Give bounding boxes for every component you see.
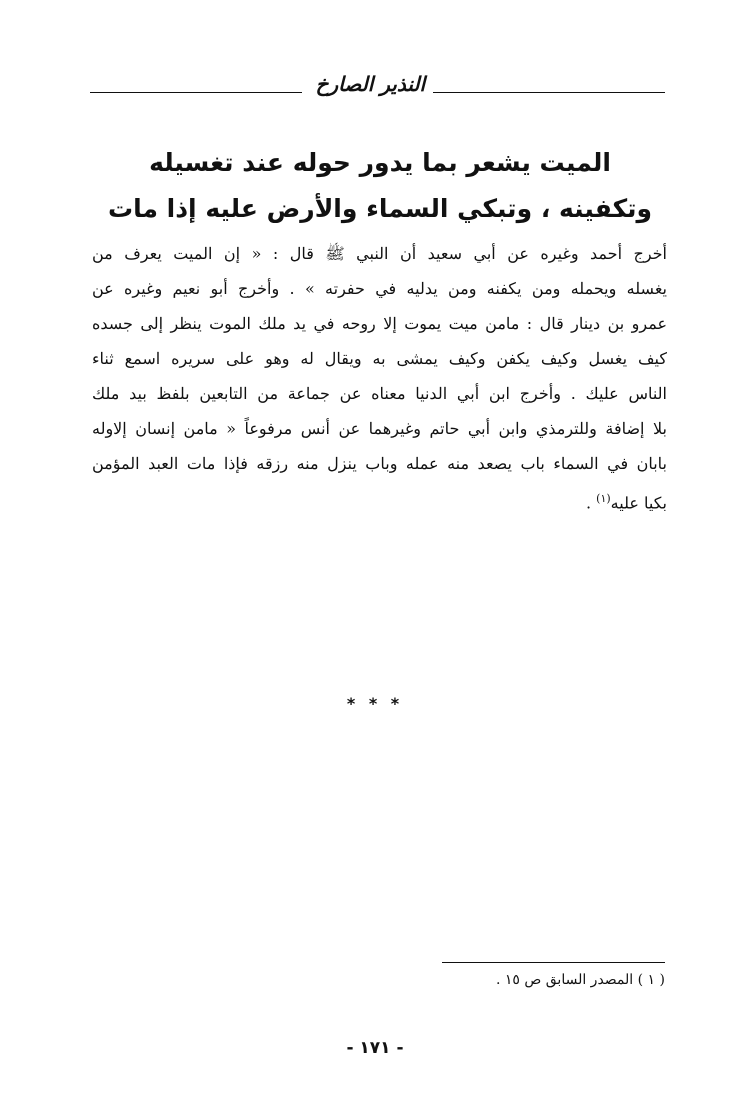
running-header-title: النذير الصارخ bbox=[315, 72, 425, 96]
body-line: أخرج أحمد وغيره عن أبي سعيد أن النبي ﷺ قال : « إن الميت يعرف من bbox=[92, 244, 667, 263]
body-line: كيف يغسل وكيف يكفن وكيف يمشى به ويقال له وهو على سريره اسمع ثناء bbox=[92, 349, 667, 368]
body-line: الناس عليك . وأخرج ابن أبي الدنيا معناه عن جماعة من التابعين بلفظ بيد ملك bbox=[92, 384, 667, 403]
body-line-last bbox=[92, 481, 667, 520]
body-line: بابان في السماء باب يصعد منه عمله وباب ينزل منه رزقه فإذا مات العبد المؤمن bbox=[92, 454, 667, 473]
footnote-rule bbox=[442, 962, 665, 963]
header-rule-right bbox=[433, 92, 665, 93]
body-line: يغسله ويحمله ومن يكفنه ومن يدليه في حفرته » . وأخرج أبو نعيم وغيره عن bbox=[92, 279, 667, 298]
body-paragraph bbox=[92, 236, 667, 520]
running-header bbox=[90, 72, 665, 102]
footnote-reference[interactable]: (١) bbox=[596, 492, 611, 505]
body-line: عمرو بن دينار قال : مامن ميت يموت إلا روحه في يد ملك الموت ينظر إلى جسده bbox=[92, 314, 667, 333]
page-number: - ١٧١ - bbox=[346, 1038, 404, 1058]
section-title-line-1: الميت يشعر بما يدور حوله عند تغسيله bbox=[149, 148, 611, 177]
body-last-line-end: . bbox=[585, 493, 597, 513]
body-last-line-text: بكيا عليه bbox=[610, 493, 667, 513]
section-title bbox=[100, 140, 660, 232]
section-title-line-2: وتكفينه ، وتبكي السماء والأرض عليه إذا مات bbox=[107, 194, 653, 223]
body-line: بلا إضافة وللترمذي وابن أبي حاتم وغيرهما عن أنس مرفوعاً « مامن إنسان إلاوله bbox=[92, 419, 667, 438]
footnote-text: ( ١ ) المصدر السابق ص ١٥ . bbox=[495, 972, 665, 988]
section-separator: * * * bbox=[346, 694, 404, 713]
header-rule-left bbox=[90, 92, 302, 93]
